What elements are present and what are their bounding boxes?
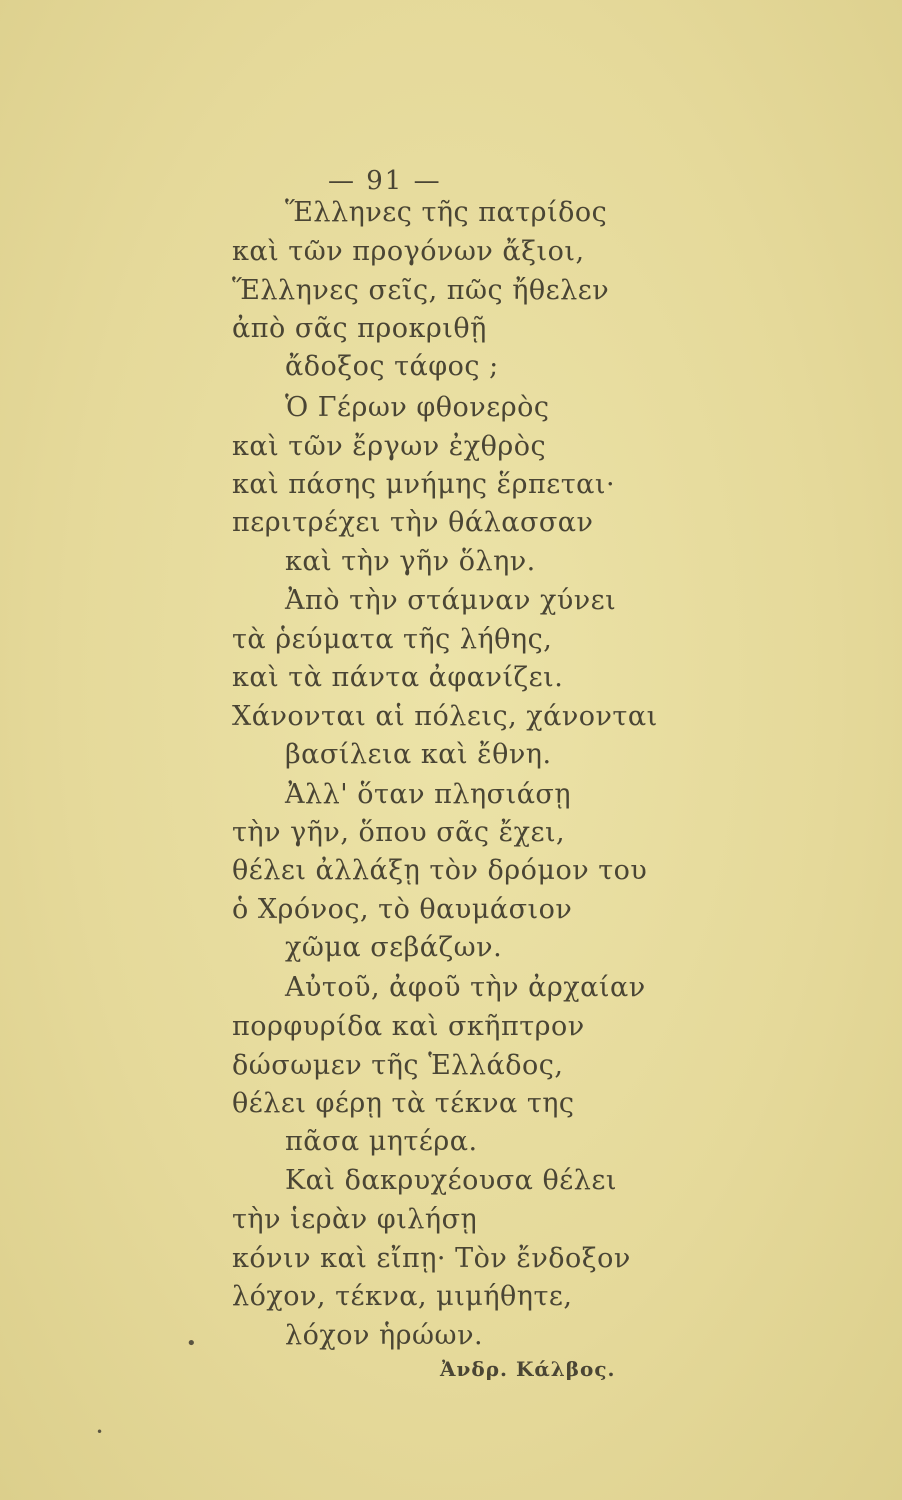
- stanza-2-line-2: καὶ τῶν ἔργων ἐχθρὸς: [232, 431, 547, 462]
- stanza-4-line-5: χῶμα σεβάζων.: [285, 932, 503, 963]
- stanza-4-line-2: τὴν γῆν, ὅπου σᾶς ἔχει,: [232, 817, 566, 848]
- stanza-5-line-2: πορφυρίδα καὶ σκῆπτρον: [232, 1011, 585, 1042]
- page-number: — 91 —: [328, 166, 442, 196]
- stanza-2-line-3: καὶ πάσης μνήμης ἕρπεται·: [232, 469, 616, 500]
- stanza-6-line-3: κόνιν καὶ εἴπῃ· Τὸν ἔνδοξον: [232, 1243, 631, 1274]
- author-signature: Ἀνδρ. Κάλβος.: [440, 1357, 616, 1381]
- stanza-2-line-5: καὶ τὴν γῆν ὅλην.: [285, 546, 536, 577]
- stanza-4-line-4: ὁ Χρόνος, τὸ θαυμάσιον: [232, 894, 573, 925]
- stanza-3-line-3: καὶ τὰ πάντα ἀφανίζει.: [232, 662, 564, 693]
- stanza-1-line-4: ἀπὸ σᾶς προκριθῇ: [232, 313, 487, 344]
- stanza-1-line-5: ἄδοξος τάφος ;: [285, 351, 499, 382]
- ink-speck: •: [186, 1333, 197, 1354]
- stanza-1-line-2: καὶ τῶν προγόνων ἄξιοι,: [232, 236, 585, 267]
- stanza-3-line-5: βασίλεια καὶ ἔθνη.: [285, 739, 552, 770]
- stanza-3-line-4: Χάνονται αἱ πόλεις, χάνονται: [232, 701, 658, 732]
- stanza-6-line-5: λόχον ἡρώων.: [285, 1320, 484, 1351]
- stanza-4-line-1: Ἀλλ' ὅταν πλησιάσῃ: [285, 779, 572, 810]
- stanza-3-line-2: τὰ ῥεύματα τῆς λήθης,: [232, 624, 553, 655]
- stanza-5-line-4: θέλει φέρῃ τὰ τέκνα της: [232, 1088, 575, 1119]
- stanza-1-line-1: Ἕλληνες τῆς πατρίδος: [285, 197, 608, 228]
- stanza-1-line-3: Ἕλληνες σεῖς, πῶς ἤθελεν: [232, 275, 610, 306]
- stanza-2-line-4: περιτρέχει τὴν θάλασσαν: [232, 507, 594, 538]
- ink-speck-small: •: [96, 1425, 104, 1439]
- stanza-5-line-5: πᾶσα μητέρα.: [285, 1126, 478, 1157]
- stanza-5-line-1: Αὐτοῦ, ἀφοῦ τὴν ἀρχαίαν: [285, 972, 646, 1003]
- stanza-4-line-3: θέλει ἀλλάξῃ τὸν δρόμον του: [232, 855, 648, 886]
- stanza-5-line-3: δώσωμεν τῆς Ἑλλάδος,: [232, 1050, 564, 1081]
- stanza-2-line-1: Ὁ Γέρων φθονερὸς: [285, 392, 550, 423]
- stanza-6-line-2: τὴν ἱερὰν φιλήσῃ: [232, 1204, 478, 1235]
- stanza-3-line-1: Ἀπὸ τὴν στάμναν χύνει: [285, 585, 617, 616]
- stanza-6-line-4: λόχον, τέκνα, μιμήθητε,: [232, 1281, 573, 1312]
- stanza-6-line-1: Καὶ δακρυχέουσα θέλει: [285, 1165, 617, 1196]
